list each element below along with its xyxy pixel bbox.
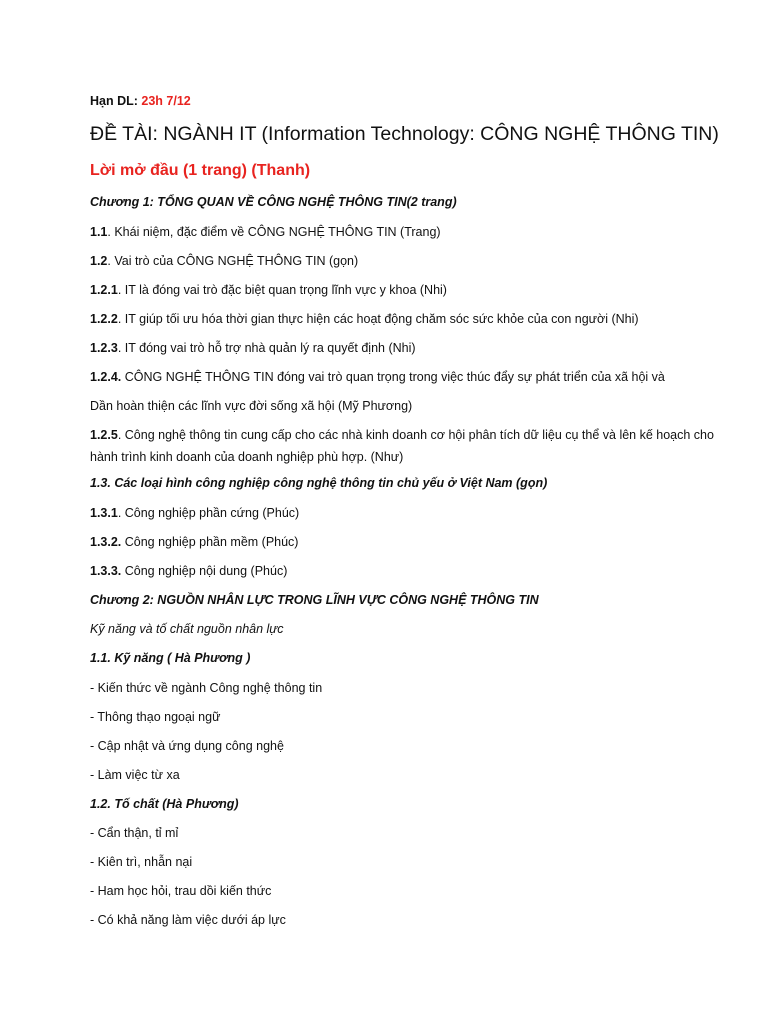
- item-1-3-3: [90, 560, 728, 582]
- item-text: . Khái niệm, đặc điểm về CÔNG NGHỆ THÔNG TIN (Trang): [107, 225, 441, 239]
- deadline-line: [90, 90, 728, 112]
- traits-heading: 1.2. Tố chất (Hà Phương): [90, 797, 239, 811]
- item-1-2-5: [90, 424, 728, 468]
- item-number: 1.2.1: [90, 283, 118, 297]
- item-1-2-2: [90, 308, 728, 330]
- item-text: . Công nghiệp phần cứng (Phúc): [117, 506, 300, 520]
- item-number: 1.2.3: [90, 341, 118, 355]
- item-text: . IT là đóng vai trò đặc biệt quan trọng lĩnh vực y khoa (Nhi): [117, 283, 447, 297]
- list-item: - Cẩn thận, tỉ mỉ: [90, 826, 179, 840]
- chapter2-subtitle: Kỹ năng và tố chất nguồn nhân lực: [90, 622, 284, 636]
- list-item: - Kiên trì, nhẫn nại: [90, 855, 193, 869]
- skills-heading: 1.1. Kỹ năng ( Hà Phương ): [90, 651, 251, 665]
- deadline-value: 23h 7/12: [141, 94, 191, 108]
- list-item: - Làm việc từ xa: [90, 768, 180, 782]
- list-item: - Ham học hỏi, trau dồi kiến thức: [90, 884, 272, 898]
- item-1-2-4: [90, 366, 728, 388]
- item-number: 1.2.2: [90, 312, 118, 326]
- item-text: . IT giúp tối ưu hóa thời gian thực hiện các hoạt động chăm sóc sức khỏe của con người (Nhi): [117, 312, 639, 326]
- item-1-2: [90, 250, 728, 272]
- item-1-2-4-continuation: Dần hoàn thiện các lĩnh vực đời sống xã hội (Mỹ Phương): [90, 399, 413, 413]
- list-item: - Kiến thức về ngành Công nghệ thông tin: [90, 681, 323, 695]
- item-1-3: [90, 472, 728, 494]
- item-number: 1.2.4.: [90, 370, 122, 384]
- item-number: 1.3.: [90, 476, 111, 490]
- list-item: - Có khả năng làm việc dưới áp lực: [90, 913, 286, 927]
- list-item: - Cập nhật và ứng dụng công nghệ: [90, 739, 284, 753]
- item-text: . Vai trò của CÔNG NGHỆ THÔNG TIN (gọn): [107, 254, 359, 268]
- item-1-2-1: [90, 279, 728, 301]
- item-1-3-1: [90, 502, 728, 524]
- item-text: Công nghiệp nội dung (Phúc): [121, 564, 288, 578]
- item-text: CÔNG NGHỆ THÔNG TIN đóng vai trò quan trọng trong việc thúc đẩy sự phát triển của xã hội và: [121, 370, 665, 384]
- document-title: ĐỀ TÀI: NGÀNH IT (Information Technology: CÔNG NGHỆ THÔNG TIN): [90, 123, 719, 145]
- item-1-1: [90, 221, 728, 243]
- item-text: . IT đóng vai trò hỗ trợ nhà quản lý ra quyết định (Nhi): [117, 341, 416, 355]
- item-text: Công nghiệp phần mềm (Phúc): [121, 535, 299, 549]
- intro-heading: Lời mở đầu (1 trang) (Thanh): [90, 162, 311, 179]
- item-number: 1.2.5: [90, 428, 118, 442]
- deadline-label: Hạn DL:: [90, 94, 138, 108]
- item-number: 1.2: [90, 254, 108, 268]
- item-1-2-3: [90, 337, 728, 359]
- chapter2-heading: Chương 2: NGUỒN NHÂN LỰC TRONG LĨNH VỰC CÔNG NGHỆ THÔNG TIN: [90, 593, 539, 607]
- item-text: . Công nghệ thông tin cung cấp cho các nhà kinh doanh cơ hội phân tích dữ liệu cụ thể và lên kế hoạch cho hành trình kinh doanh của doanh nghiệp phù hợp. (Như): [90, 428, 714, 464]
- list-item: - Thông thạo ngoại ngữ: [90, 710, 221, 724]
- item-number: 1.3.2.: [90, 535, 122, 549]
- chapter1-heading: Chương 1: TỔNG QUAN VỀ CÔNG NGHỆ THÔNG TIN(2 trang): [90, 195, 457, 209]
- item-number: 1.3.3.: [90, 564, 122, 578]
- item-number: 1.3.1: [90, 506, 118, 520]
- item-1-3-2: [90, 531, 728, 553]
- item-text: Các loại hình công nghiệp công nghệ thông tin chủ yếu ở Việt Nam (gọn): [110, 476, 548, 490]
- item-number: 1.1: [90, 225, 108, 239]
